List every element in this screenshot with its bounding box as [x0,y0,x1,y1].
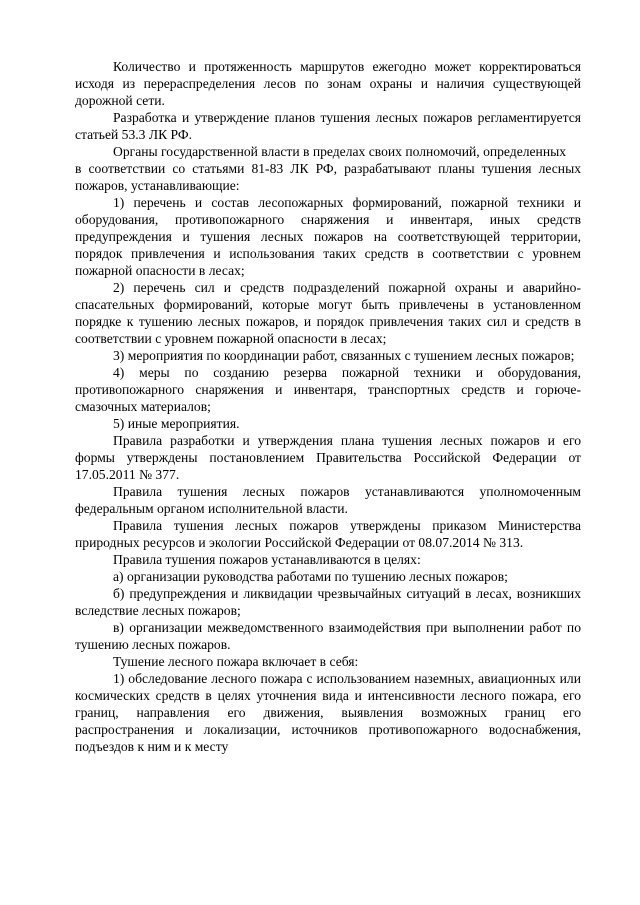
paragraph-authorities: Органы государственной власти в пределах своих полномочий, определенных [113,144,567,159]
paragraph-plan-rules: Правила разработки и утверждения плана тушения лесных пожаров и его формы утверждены постановлением Правительства Российской Федерации от 17.05.2011 № 377. [75,433,581,482]
paragraph-rules-order: Правила тушения лесных пожаров утверждены приказом Министерства природных ресурсов и экологии Российской Федерации от 08.07.2014 № 313. [75,518,581,550]
extinguishing-item-1: 1) обследование лесного пожара с использованием наземных, авиационных или космических средств в целях уточнения вида и интенсивности лесного пожара, его границ, направления его движения, выявления возможных границ его распространения и локализации, источников противопожарного водоснабжения, подъездов к ним и к месту [75,671,581,754]
paragraph-routes: Количество и протяженность маршрутов ежегодно может корректироваться исходя из перераспределения лесов по зонам охраны и наличия существующей дорожной сети. [75,59,581,108]
list-item-4: 4) меры по созданию резерва пожарной техники и оборудования, противопожарного снаряжения и инвентаря, транспортных средств и горюче-смазочных материалов; [75,365,581,414]
paragraph-authorities-continued: в соответствии со статьями 81-83 ЛК РФ, разрабатывают планы тушения лесных пожаров, устанавливающие: [75,161,581,193]
document-body [75,58,581,755]
purpose-item-a: а) организации руководства работами по тушению лесных пожаров; [113,569,508,584]
purpose-item-c: в) организации межведомственного взаимодействия при выполнении работ по тушению лесных пожаров. [75,620,581,652]
paragraph-rules-authority: Правила тушения лесных пожаров устанавливаются уполномоченным федеральным органом исполнительной власти. [75,484,581,516]
purpose-item-b: б) предупреждения и ликвидации чрезвычайных ситуаций в лесах, возникших вследствие лесных пожаров; [75,586,581,618]
list-item-2: 2) перечень сил и средств подразделений пожарной охраны и аварийно-спасательных формирований, которые могут быть привлечены в установленном порядке к тушению лесных пожаров, и порядок привлечения таких сил и средств в соответствии с уровнем пожарной опасности в лесах; [75,280,581,346]
list-item-3: 3) мероприятия по координации работ, связанных с тушением лесных пожаров; [113,348,575,363]
paragraph-rules-purpose: Правила тушения пожаров устанавливаются в целях: [113,552,421,567]
paragraph-extinguishing-includes: Тушение лесного пожара включает в себя: [113,654,359,669]
list-item-5: 5) иные мероприятия. [113,416,240,431]
paragraph-plans-regulation: Разработка и утверждение планов тушения лесных пожаров регламентируется статьей 53.3 ЛК РФ. [75,110,581,142]
list-item-1: 1) перечень и состав лесопожарных формирований, пожарной техники и оборудования, противопожарного снаряжения и инвентаря, иных средств предупреждения и тушения лесных пожаров на соответствующей территории, порядок привлечения и использования таких средств в соответствии с уровнем пожарной опасности в лесах; [75,195,581,278]
